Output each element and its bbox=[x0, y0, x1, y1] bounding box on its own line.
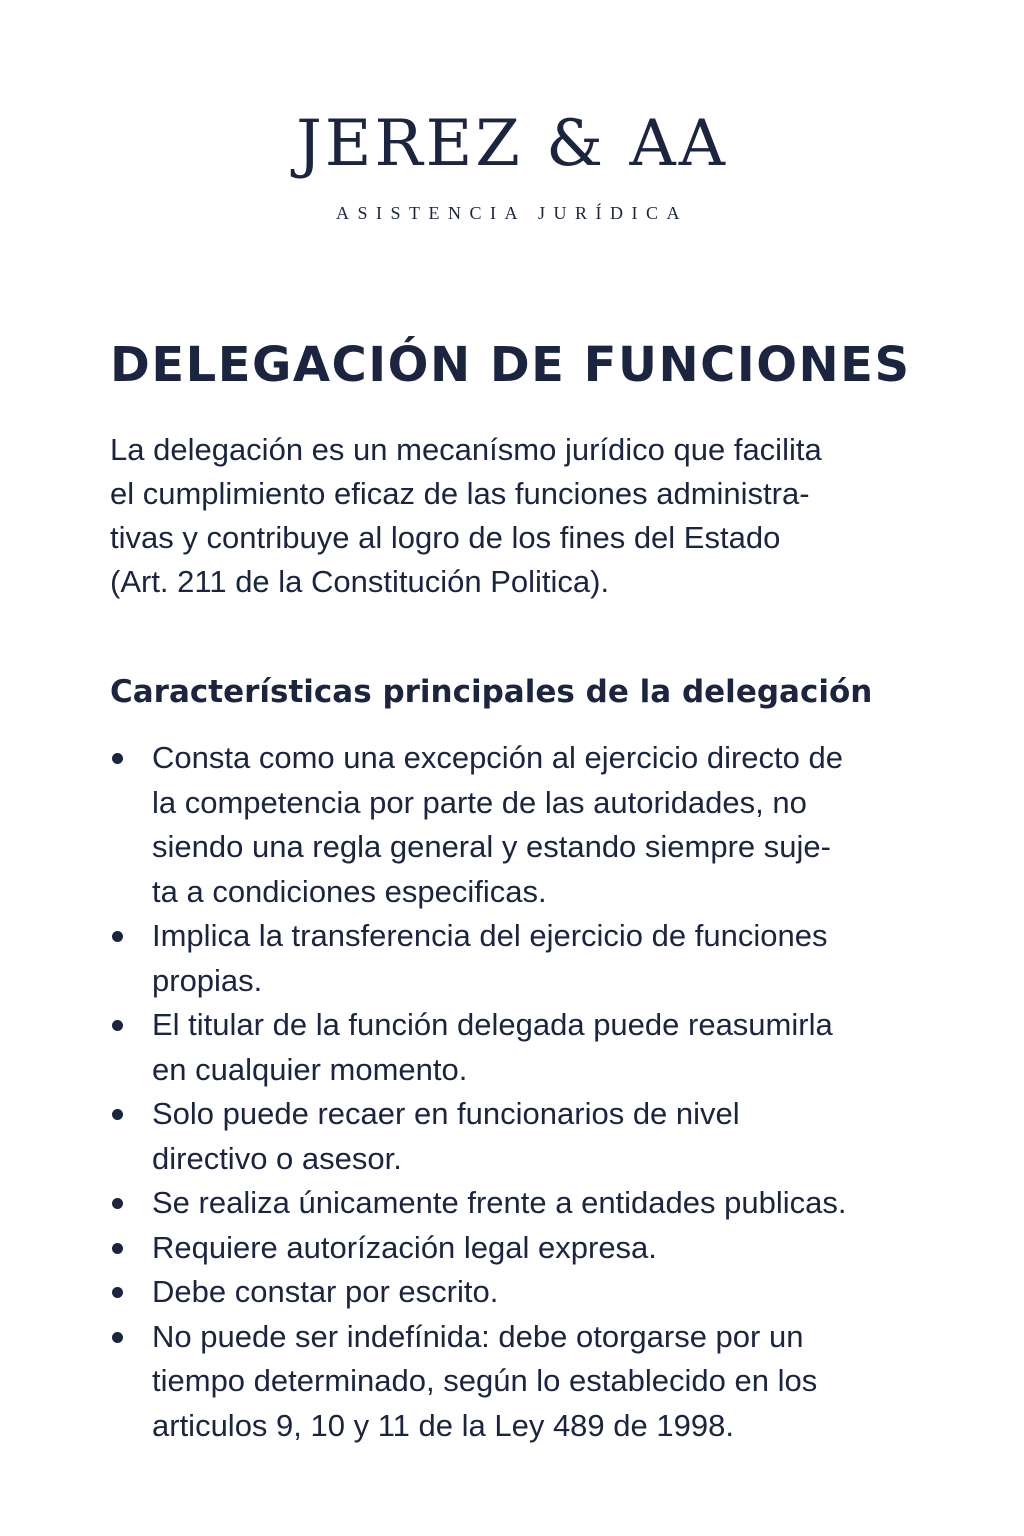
list-item-line: directivo o asesor. bbox=[152, 1140, 402, 1176]
list-item-line: Debe constar por escrito. bbox=[152, 1274, 499, 1309]
list-item-line: No puede ser indefínida: debe otorgarse por un bbox=[152, 1318, 804, 1354]
features-list bbox=[110, 736, 940, 1448]
list-item-line: Requiere autorízación legal expresa. bbox=[152, 1229, 657, 1265]
list-item bbox=[110, 1092, 940, 1181]
list-item-line: articulos 9, 10 y 11 de la Ley 489 de 1998. bbox=[152, 1407, 734, 1443]
list-item-line: en cualquier momento. bbox=[152, 1051, 468, 1087]
intro-line: (Art. 211 de la Constitución Politica). bbox=[110, 564, 610, 599]
list-item-line: ta a condiciones especificas. bbox=[152, 873, 547, 909]
bullet-icon bbox=[112, 753, 123, 764]
list-item-line: Se realiza únicamente frente a entidades publicas. bbox=[152, 1185, 847, 1220]
bullet-icon bbox=[112, 931, 123, 942]
list-item bbox=[110, 1181, 940, 1226]
list-item-line: siendo una regla general y estando siempre suje- bbox=[152, 829, 831, 864]
list-item bbox=[110, 1003, 940, 1092]
list-item bbox=[110, 736, 940, 914]
brand-name: JEREZ & AA bbox=[296, 107, 728, 181]
list-item-line: El titular de la función delegada puede reasumirla bbox=[152, 1007, 833, 1042]
list-item-line: Consta como una excepción al ejercicio directo de bbox=[152, 740, 843, 775]
list-item bbox=[110, 1270, 940, 1315]
section-subtitle: Características principales de la delegación bbox=[110, 674, 873, 710]
bullet-icon bbox=[112, 1109, 123, 1120]
bullet-icon bbox=[112, 1020, 123, 1031]
brand-tagline: ASISTENCIA JURÍDICA bbox=[335, 203, 688, 223]
document-content bbox=[110, 332, 940, 1448]
intro-line: La delegación es un mecanísmo jurídico que facilita bbox=[110, 432, 822, 467]
bullet-icon bbox=[112, 1198, 123, 1209]
list-item-line: tiempo determinado, según lo establecido en los bbox=[152, 1363, 818, 1398]
bullet-icon bbox=[112, 1332, 123, 1343]
document-title: DELEGACIÓN DE FUNCIONES bbox=[110, 337, 911, 393]
intro-line: el cumplimiento eficaz de las funciones administra- bbox=[110, 476, 810, 511]
brand-header bbox=[0, 108, 1024, 224]
list-item bbox=[110, 1226, 940, 1271]
list-item-line: la competencia por parte de las autoridades, no bbox=[152, 784, 807, 820]
bullet-icon bbox=[112, 1243, 123, 1254]
list-item-line: Solo puede recaer en funcionarios de nivel bbox=[152, 1096, 740, 1131]
list-item-line: Implica la transferencia del ejercicio de funciones bbox=[152, 918, 828, 953]
intro-paragraph bbox=[110, 428, 940, 604]
list-item-line: propias. bbox=[152, 962, 263, 998]
list-item bbox=[110, 914, 940, 1003]
intro-line: tivas y contribuye al logro de los fines del Estado bbox=[110, 520, 781, 555]
bullet-icon bbox=[112, 1287, 123, 1298]
list-item bbox=[110, 1315, 940, 1449]
